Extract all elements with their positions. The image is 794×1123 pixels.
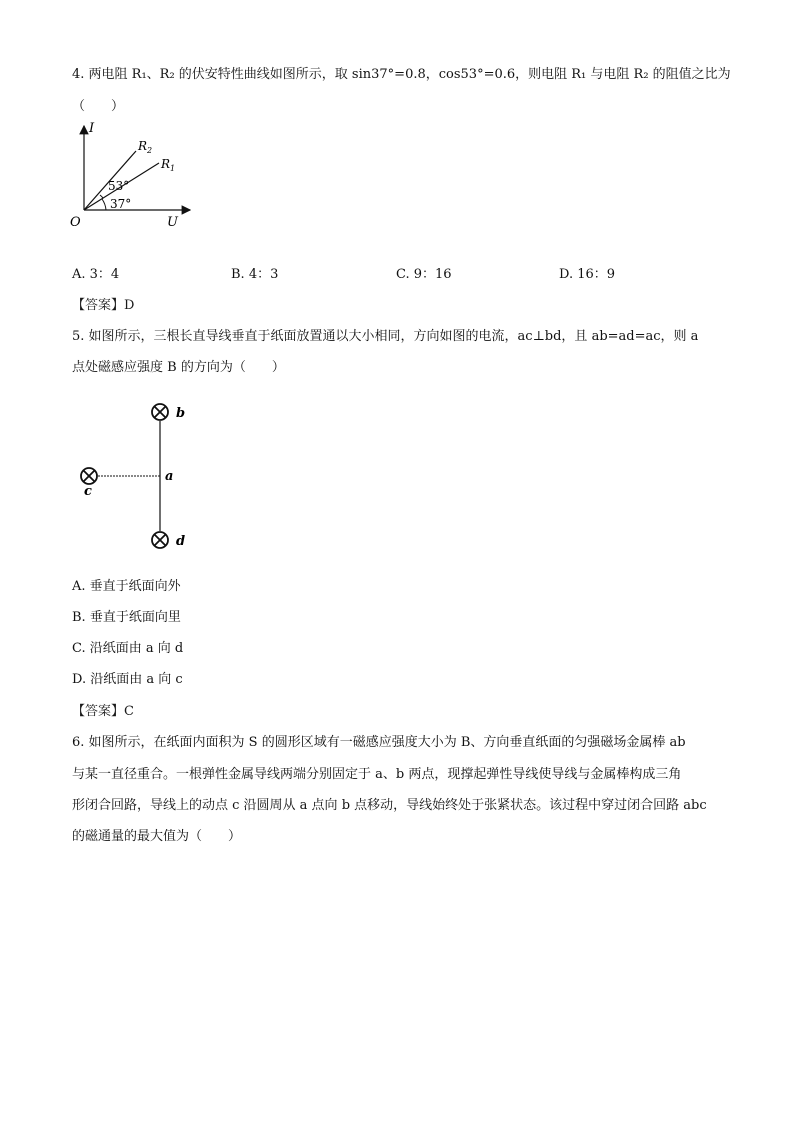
q5-option-c: C. 沿纸面由 a 向 d <box>72 641 184 656</box>
q5-wire-b-cross-icon <box>152 404 168 420</box>
q4-label-u: U <box>167 215 178 230</box>
q5-stem-line1: 5. 如图所示，三根长直导线垂直于纸面放置通以大小相同，方向如图的电流，ac⊥bd，且 ab=ad=ac，则 a <box>72 329 699 344</box>
q6-stem-line3: 形闭合回路，导线上的动点 c 沿圆周从 a 点向 b 点移动，导线始终处于张紧状态。该过程中穿过闭合回路 abc <box>72 798 707 813</box>
q4-answer: 【答案】D <box>72 298 135 313</box>
q5-wire-d-cross-icon <box>152 532 168 548</box>
q4-angle-arc-lower <box>102 199 106 210</box>
q5-label-c: c <box>84 484 92 499</box>
q4-option-d: D. 16：9 <box>559 267 616 282</box>
q5-wire-figure <box>70 395 210 560</box>
q4-stem-line1: 4. 两电阻 R₁、R₂ 的伏安特性曲线如图所示，取 sin37°=0.8，cos53°=0.6，则电阻 R₁ 与电阻 R₂ 的阻值之比为 <box>72 67 731 82</box>
q4-stem-line2: （ ） <box>72 99 125 114</box>
q5-option-d: D. 沿纸面由 a 向 c <box>72 672 183 687</box>
q4-angle-arc-upper <box>100 195 103 198</box>
q4-angle-53: 53° <box>108 179 130 193</box>
q5-stem-line2: 点处磁感应强度 B 的方向为（ ） <box>72 360 285 375</box>
q4-iu-graph <box>66 116 196 231</box>
q5-label-d: d <box>176 534 186 549</box>
q5-option-a: A. 垂直于纸面向外 <box>72 579 181 594</box>
q6-stem-line2: 与某一直径重合。一根弹性金属导线两端分别固定于 a、b 两点，现撑起弹性导线使导线与金属棒构成三角 <box>72 767 682 782</box>
q5-wire-c-cross-icon <box>81 468 97 484</box>
q4-option-a: A. 3：4 <box>72 267 120 282</box>
q5-answer: 【答案】C <box>72 704 134 719</box>
q4-option-b: B. 4：3 <box>231 267 279 282</box>
q4-option-c: C. 9：16 <box>396 267 452 282</box>
q5-label-a: a <box>165 469 174 484</box>
q4-angle-37: 37° <box>110 197 132 211</box>
q6-stem-line1: 6. 如图所示，在纸面内面积为 S 的圆形区域有一磁感应强度大小为 B、方向垂直纸面的匀强磁场金属棒 ab <box>72 735 686 750</box>
q4-label-o: O <box>70 215 81 230</box>
q4-label-r2: $R_2$ <box>138 139 153 155</box>
q5-option-b: B. 垂直于纸面向里 <box>72 610 181 625</box>
q5-label-b: b <box>176 406 186 421</box>
q4-label-i: I <box>89 121 95 136</box>
q6-stem-line4: 的磁通量的最大值为（ ） <box>72 829 242 844</box>
q4-label-r1: $R_1$ <box>161 157 176 173</box>
